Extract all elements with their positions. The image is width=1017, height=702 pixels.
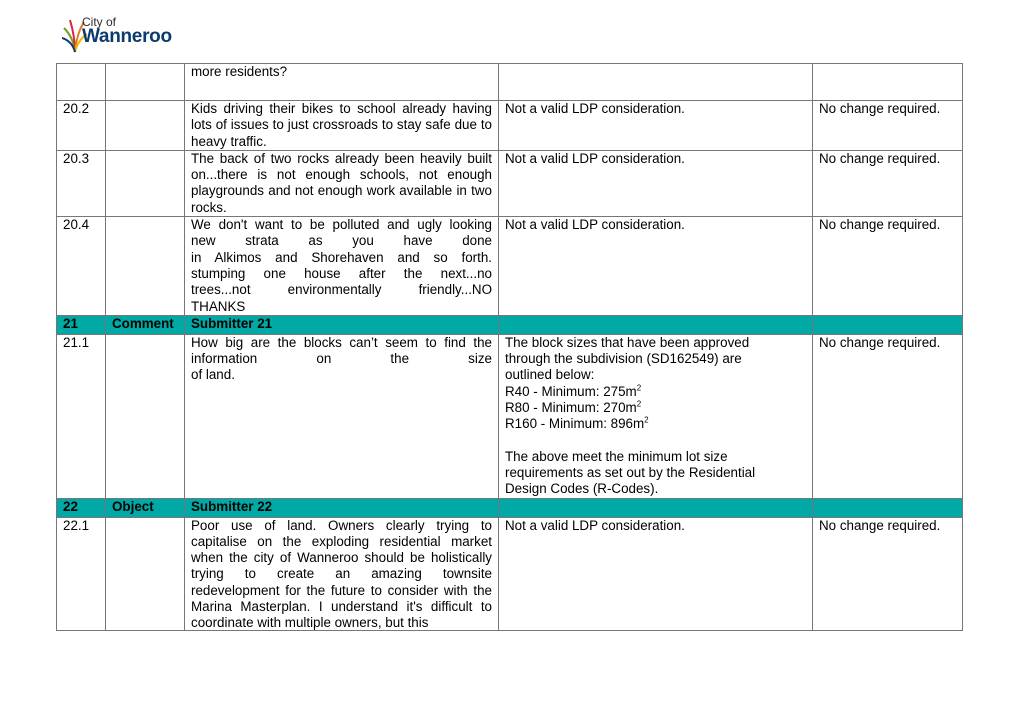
cell-type <box>106 64 185 101</box>
cell-empty <box>813 498 963 517</box>
comment-line: We don't want to be polluted and ugly looking <box>191 217 492 233</box>
cell-empty <box>499 315 813 334</box>
cell-comment <box>185 64 499 101</box>
comment-line: of land. <box>191 367 235 383</box>
response-line: The block sizes that have been approved <box>505 334 750 350</box>
cell-comment: Kids driving their bikes to school already having lots of issues to just crossroads to stay safe due to heavy traffic. <box>185 101 499 151</box>
cell-comment <box>185 334 499 498</box>
table-row <box>57 517 963 630</box>
cell-empty <box>499 498 813 517</box>
cell-no: 20.4 <box>57 217 106 316</box>
comment-line: trees...not environmentally friendly...NO <box>191 282 492 298</box>
r160-line: R160 - Minimum: $896m^2$ <box>505 415 649 432</box>
cell-response <box>499 334 813 498</box>
submitter-header-row <box>57 315 963 334</box>
cell-response: Not a valid LDP consideration. <box>499 101 813 151</box>
cell-outcome: No change required. <box>813 334 963 498</box>
comment-line: How big are the blocks can’t seem to find the <box>191 334 492 350</box>
comment-text: more residents? <box>191 64 288 79</box>
cell-outcome <box>813 64 963 101</box>
comment-line: THANKS <box>191 298 246 314</box>
cell-type <box>106 334 185 498</box>
cell-comment <box>185 517 499 630</box>
cell-type <box>106 517 185 630</box>
cell-type <box>106 101 185 151</box>
table-row <box>57 64 963 101</box>
logo-wanneroo-text: Wanneroo <box>82 26 172 47</box>
response-line: outlined below: <box>505 367 595 383</box>
cell-no: 21 <box>57 315 106 334</box>
cell-type: Comment <box>106 315 185 334</box>
cell-response <box>499 64 813 101</box>
cell-response: Not a valid LDP consideration. <box>499 150 813 216</box>
table-row <box>57 334 963 498</box>
cell-response: Not a valid LDP consideration. <box>499 517 813 630</box>
cell-type: Object <box>106 498 185 517</box>
cell-no: 21.1 <box>57 334 106 498</box>
cell-no: 20.3 <box>57 150 106 216</box>
comment-text: Poor use of land. Owners clearly trying to capitalise on the exploding residential market when the city of Wanneroo should be holistically trying to create an amazing townsite redevelopment for the future to consider with the Marina Masterplan. I understand it's difficult to coordinate with multiple owners, but this <box>191 517 492 630</box>
table-row <box>57 150 963 216</box>
cell-comment: The back of two rocks already been heavily built on...there is not enough schools, not enough playgrounds and not enough work available in two rocks. <box>185 150 499 216</box>
table-row <box>57 101 963 151</box>
response-line: through the subdivision (SD162549) are <box>505 351 742 367</box>
submitter-header-row <box>57 498 963 517</box>
comment-line: new strata as you have done <box>191 233 492 249</box>
cell-no: 20.2 <box>57 101 106 151</box>
r80-line: R80 - Minimum: $270m^2$ <box>505 399 642 416</box>
cell-outcome: No change required. <box>813 217 963 316</box>
cell-comment <box>185 217 499 316</box>
logo-city-of-text: City of <box>82 15 117 29</box>
response-line: requirements as set out by the Residential <box>505 464 756 480</box>
cell-response: Not a valid LDP consideration. <box>499 217 813 316</box>
cell-outcome: No change required. <box>813 517 963 630</box>
comment-line: in Alkimos and Shorehaven and so forth. <box>191 249 492 265</box>
cell-no <box>57 64 106 101</box>
comment-line: information on the size <box>191 351 492 367</box>
table-row <box>57 217 963 316</box>
cell-empty <box>813 315 963 334</box>
r40-line: R40 - Minimum: $275m^2$ <box>505 383 642 399</box>
cell-outcome: No change required. <box>813 150 963 216</box>
response-line: Design Codes (R-Codes). <box>505 481 659 497</box>
cell-submitter: Submitter 22 <box>185 498 499 517</box>
cell-type <box>106 150 185 216</box>
cell-outcome: No change required. <box>813 101 963 151</box>
response-line: The above meet the minimum lot size <box>505 448 728 464</box>
cell-type <box>106 217 185 316</box>
comment-line: stumping one house after the next...no <box>191 265 492 281</box>
spacer <box>505 433 806 449</box>
cell-submitter: Submitter 21 <box>185 315 499 334</box>
submissions-table <box>56 63 963 631</box>
cell-no: 22.1 <box>57 517 106 630</box>
cell-no: 22 <box>57 498 106 517</box>
